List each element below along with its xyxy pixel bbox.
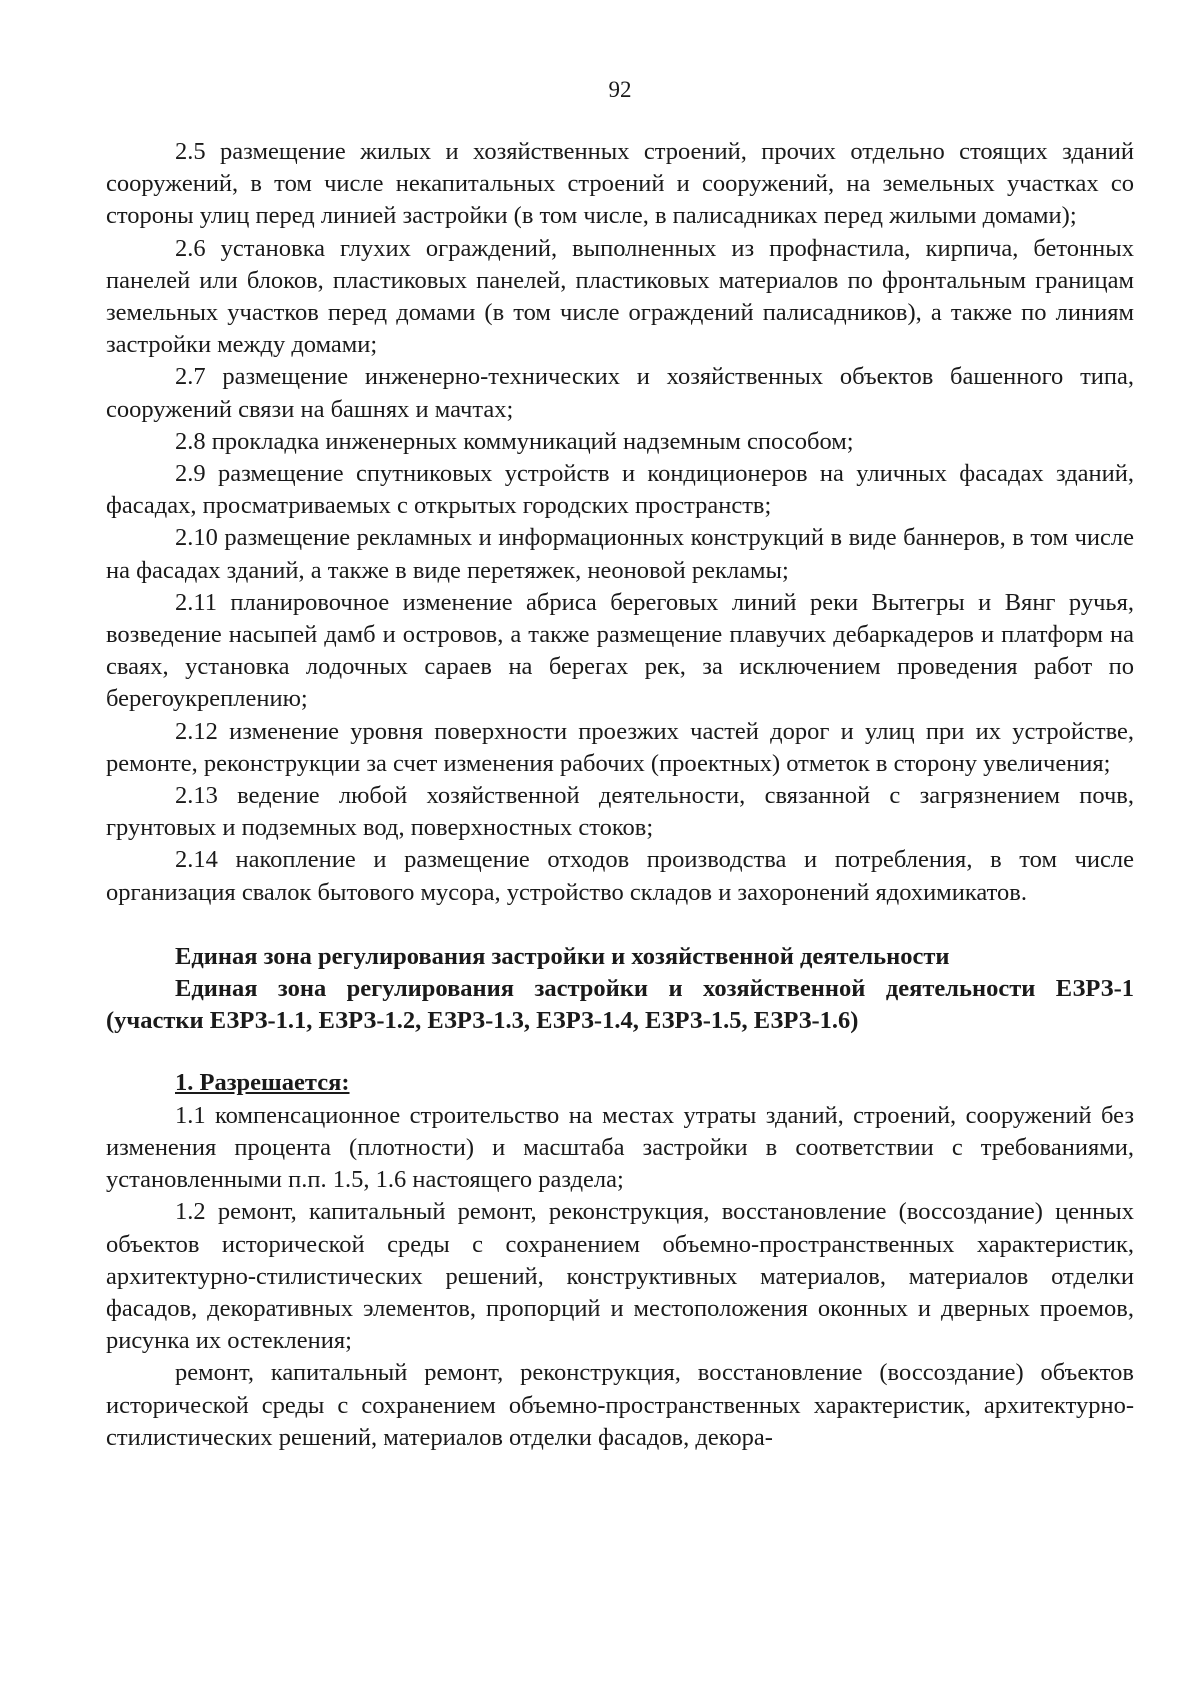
- section-title-allowed: [106, 1067, 1134, 1099]
- allowed-item-continuation: ремонт, капитальный ремонт, реконструкция, восстановление (воссоздание) объектов исторической среды с сохранением объемно-пространственных характеристик, архитектурно-стилистических решений, материалов отделки фасадов, декора-: [106, 1359, 1134, 1451]
- list-item-2-13: 2.13 ведение любой хозяйственной деятельности, связанной с загрязнением почв, грунтовых и подземных вод, поверхностных стоков;: [106, 782, 1134, 842]
- document-body: [106, 136, 1134, 1454]
- list-item-2-14: 2.14 накопление и размещение отходов производства и потребления, в том числе организация свалок бытового мусора, устройство складов и захоронений ядохимикатов.: [106, 846, 1134, 906]
- page-number: 92: [608, 77, 632, 102]
- list-item-2-6: 2.6 установка глухих ограждений, выполненных из профнастила, кирпича, бетонных панелей или блоков, пластиковых панелей, пластиковых материалов по фронтальным границам земельных участков перед домами (в том числе ограждений палисадников), а также по линиям застройки между домами;: [106, 234, 1134, 359]
- list-item-2-7: 2.7 размещение инженерно-технических и хозяйственных объектов башенного типа, сооружений связи на башнях и мачтах;: [106, 363, 1134, 423]
- list-item-2-10: 2.10 размещение рекламных и информационных конструкций в виде баннеров, в том числе на фасадах зданий, а также в виде перетяжек, неоновой рекламы;: [106, 524, 1134, 584]
- section-title-text: 1. Разрешается:: [175, 1069, 350, 1097]
- zone-heading-general: Единая зона регулирования застройки и хозяйственной деятельности: [175, 942, 950, 970]
- list-item-2-5: 2.5 размещение жилых и хозяйственных строений, прочих отдельно стоящих зданий сооружений, в том числе некапитальных строений и сооружений, на земельных участках со стороны улиц перед линией застройки (в том числе, в палисадниках перед жилыми домами);: [106, 138, 1134, 230]
- allowed-item-1-1: 1.1 компенсационное строительство на местах утраты зданий, строений, сооружений без изменения процента (плотности) и масштаба застройки в соответствии с требованиями, установленными п.п. 1.5, 1.6 настоящего раздела;: [106, 1101, 1134, 1194]
- list-item-2-12: 2.12 изменение уровня поверхности проезжих частей дорог и улиц при их устройстве, ремонте, реконструкции за счет изменения рабочих (проектных) отметок в сторону увеличения;: [106, 717, 1134, 777]
- allowed-item-1-2: 1.2 ремонт, капитальный ремонт, реконструкция, восстановление (воссоздание) ценных объектов исторической среды с сохранением объемно-пространственных характеристик, архитектурно-стилистических решений, конструктивных материалов, материалов отделки фасадов, декоративных элементов, пропорций и местоположения оконных и дверных проемов, рисунка их остекления;: [106, 1198, 1134, 1355]
- zone-headings: [106, 941, 1134, 1038]
- list-item-2-9: 2.9 размещение спутниковых устройств и кондиционеров на уличных фасадах зданий, фасадах, просматриваемых с открытых городских пространств;: [106, 460, 1134, 520]
- zone-heading-ezrz-1: Единая зона регулирования застройки и хозяйственной деятельности ЕЗРЗ-1 (участки ЕЗРЗ-1.1, ЕЗРЗ-1.2, ЕЗРЗ-1.3, ЕЗРЗ-1.4, ЕЗРЗ-1.5, ЕЗРЗ-1.6): [106, 975, 1134, 1035]
- list-item-2-11: 2.11 планировочное изменение абриса береговых линий реки Вытегры и Вянг ручья, возведение насыпей дамб и островов, а также размещение плавучих дебаркадеров и платформ на сваях, установка лодочных сараев на берегах рек, за исключением проведения работ по берегоукреплению;: [106, 588, 1134, 713]
- list-item-2-8: 2.8 прокладка инженерных коммуникаций надземным способом;: [175, 427, 854, 455]
